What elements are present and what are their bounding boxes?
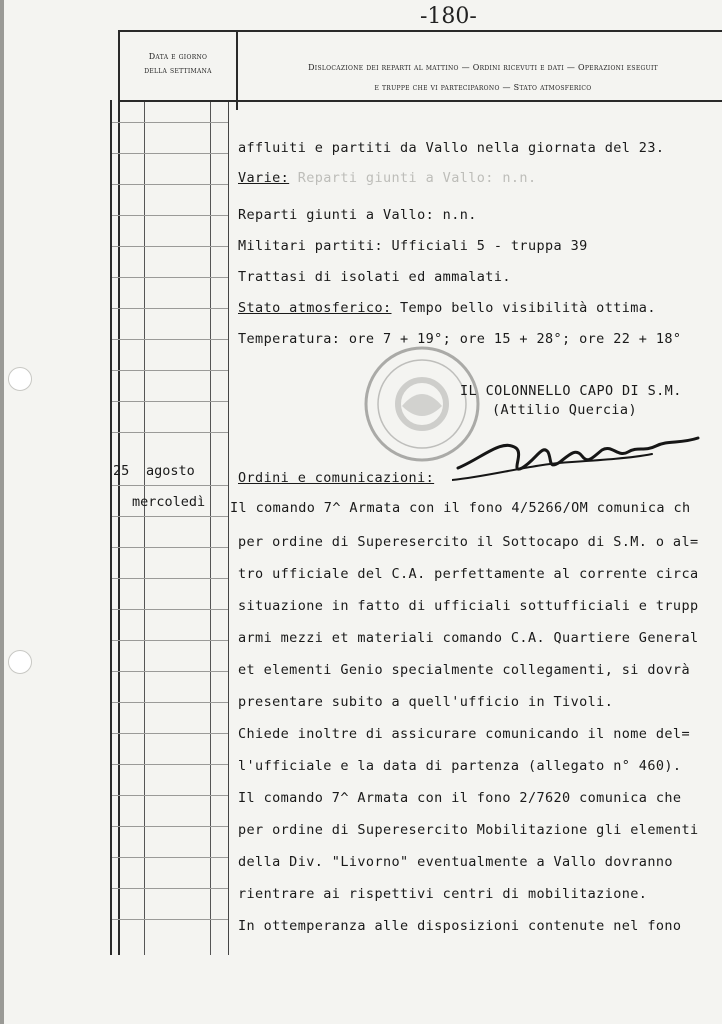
rule-line (112, 277, 228, 278)
rule-line (112, 547, 228, 548)
header-divider (236, 30, 238, 110)
date-weekday: mercoledì (132, 494, 206, 510)
rule-line (112, 432, 228, 433)
date-day: 25 (113, 463, 130, 479)
rule-line (112, 370, 228, 371)
varie-label: Varie: (238, 170, 290, 186)
rule-line (112, 578, 228, 579)
varie-rest: Reparti giunti a Vallo: n.n. (289, 170, 537, 186)
stato-rest: Tempo bello visibilità ottima. (391, 300, 656, 316)
punch-hole-bottom (8, 650, 32, 674)
content-column-rule (210, 102, 211, 955)
page-number: -180- (420, 4, 477, 29)
varie-line (238, 170, 536, 186)
rule-line (112, 795, 228, 796)
rule-line (112, 246, 228, 247)
entry-line: Reparti giunti a Vallo: n.n. (238, 207, 477, 223)
entry-line: Militari partiti: Ufficiali 5 - truppa 39 (238, 238, 588, 254)
rule-line (112, 215, 228, 216)
stato-line (238, 300, 656, 316)
header-description-column (244, 58, 722, 98)
date-month: agosto (146, 463, 195, 479)
rule-line (112, 826, 228, 827)
header-description-line1: Dislocazione dei reparti al mattino — Ordini ricevuti e dati — Operazioni eseguit (308, 63, 658, 72)
entry-line: per ordine di Superesercito Mobilitazione gli elementi (238, 822, 699, 838)
header-bottom-border (118, 100, 722, 102)
rule-line (112, 339, 228, 340)
ordini-heading: Ordini e comunicazioni: (238, 470, 435, 486)
header-date-column (124, 50, 232, 78)
stato-label: Stato atmosferico: (238, 300, 392, 316)
rule-line (112, 485, 228, 486)
rule-line (112, 764, 228, 765)
day-column-rule (144, 102, 145, 955)
rule-line (112, 919, 228, 920)
entry-line: In ottemperanza alle disposizioni contenute nel fono (238, 918, 682, 934)
entry-line: rientrare ai rispettivi centri di mobilitazione. (238, 886, 648, 902)
entry-line: Chiede inoltre di assicurare comunicando il nome del= (238, 726, 690, 742)
rule-line (112, 308, 228, 309)
entry-line: armi mezzi et materiali comando C.A. Quartiere General (238, 630, 699, 646)
rule-line (112, 888, 228, 889)
entry-line: Il comando 7^ Armata con il fono 2/7620 comunica che (238, 790, 682, 806)
header-date-line1: Data e giorno (148, 52, 208, 61)
rule-line (112, 702, 228, 703)
handwritten-signature-icon (452, 418, 712, 492)
rule-line (112, 609, 228, 610)
entry-line: l'ufficiale e la data di partenza (allegato n° 460). (238, 758, 682, 774)
rule-line (112, 733, 228, 734)
rule-line (112, 671, 228, 672)
entry-line: tro ufficiale del C.A. perfettamente al corrente circa (238, 566, 699, 582)
entry-line: Temperatura: ore 7 + 19°; ore 15 + 28°; ore 22 + 18° (238, 331, 682, 347)
signature-name: (Attilio Quercia) (492, 402, 637, 418)
entry-line: Il comando 7^ Armata con il fono 4/5266/OM comunica ch (230, 500, 691, 516)
rule-line (112, 401, 228, 402)
entry-line: per ordine di Superesercito il Sottocapo di S.M. o al= (238, 534, 699, 550)
header-date-line2: della settimana (144, 66, 212, 75)
rule-line (112, 184, 228, 185)
entry-line: Trattasi di isolati ed ammalati. (238, 269, 511, 285)
header-description-line2: e truppe che vi parteciparono — Stato atmosferico (374, 83, 592, 92)
rule-line (112, 857, 228, 858)
entry-line: presentare subito a quell'ufficio in Tivoli. (238, 694, 614, 710)
entry-line: della Div. "Livorno" eventualmente a Vallo dovranno (238, 854, 673, 870)
table-top-border (118, 30, 722, 32)
table-left-border (118, 30, 120, 955)
rule-line (112, 516, 228, 517)
binding-edge (0, 0, 4, 1024)
content-left-rule (228, 102, 229, 955)
rule-line (112, 640, 228, 641)
entry-line: affluiti e partiti da Vallo nella giornata del 23. (238, 140, 665, 156)
rule-line (112, 153, 228, 154)
entry-line: et elementi Genio specialmente collegamenti, si dovrà (238, 662, 690, 678)
rule-line (112, 122, 228, 123)
entry-line: situazione in fatto di ufficiali sottufficiali e trupp (238, 598, 699, 614)
section-heading (238, 470, 434, 486)
punch-hole-top (8, 367, 32, 391)
signature-title: IL COLONNELLO CAPO DI S.M. (460, 383, 682, 399)
